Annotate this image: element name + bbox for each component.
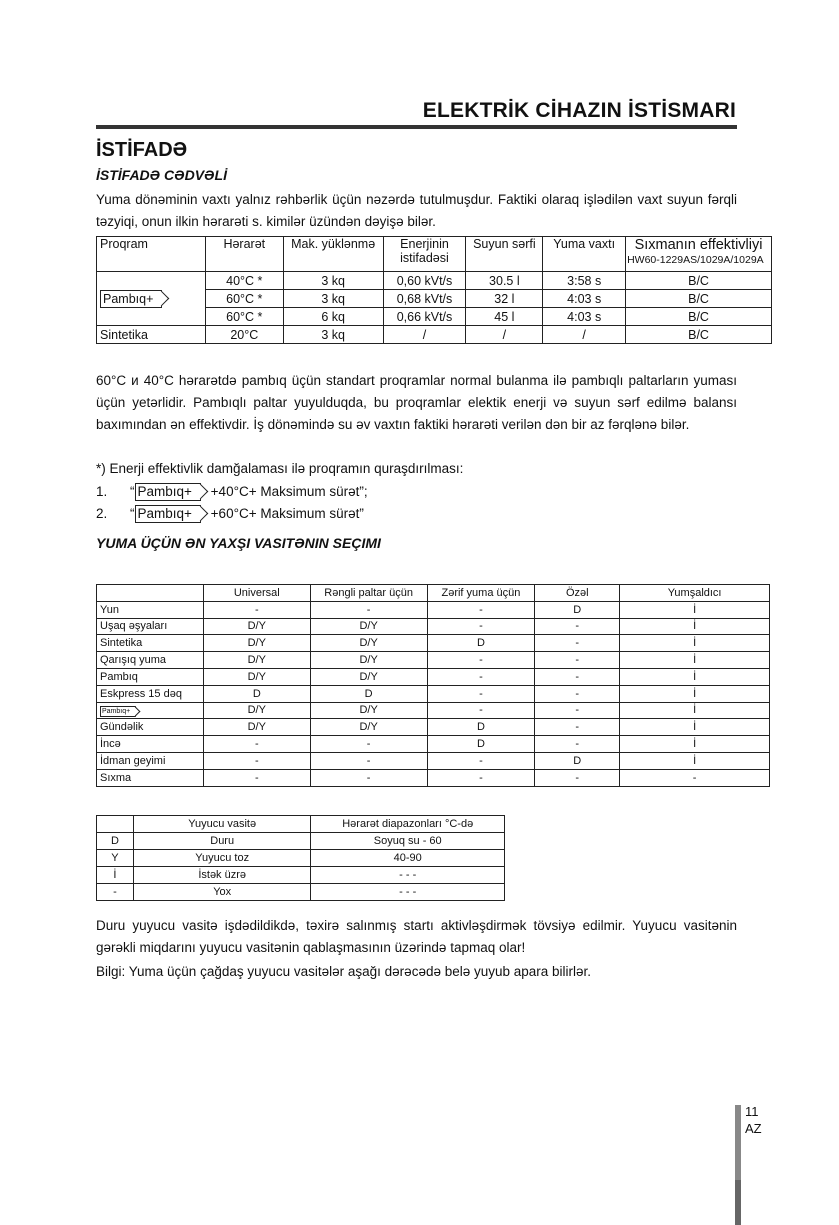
pambiq-program-icon: Pambıq+ <box>100 706 136 717</box>
table-cell: D/Y <box>203 702 310 719</box>
table-cell: İ <box>620 668 770 685</box>
liquid-detergent-paragraph: Duru yuyucu vasitə işdədildikdə, təxirə salınmış startı aktivləşdirmək tövsiyə edilmir. Yuyucu vasitənin gərəkli miqdarını yuyucu vasitənin qablaşmasının üzərində tapmaq olar! <box>96 918 737 955</box>
table-cell: - <box>535 769 620 786</box>
table-cell: D/Y <box>310 668 427 685</box>
table-cell: 60°C * <box>205 308 283 326</box>
table-cell: / <box>383 326 466 344</box>
table-cell: İ <box>97 867 134 884</box>
program-table-header <box>97 237 772 272</box>
detergent-header-row <box>97 585 770 602</box>
table-cell: - <box>535 702 620 719</box>
table-cell: 45 l <box>466 308 543 326</box>
table-cell: / <box>543 326 626 344</box>
page-header-title: ELEKTRİK CİHAZIN İSTİSMARI <box>422 99 736 122</box>
energy-note-item <box>96 503 364 525</box>
table-row <box>97 702 770 719</box>
table-cell: D <box>310 685 427 702</box>
header-cell <box>626 237 772 272</box>
table-cell: D/Y <box>203 668 310 685</box>
table-cell: D/Y <box>203 719 310 736</box>
table-cell: 0,66 kVt/s <box>383 308 466 326</box>
table-cell: - <box>535 719 620 736</box>
table-cell: D/Y <box>203 635 310 652</box>
table-cell: - <box>427 652 535 669</box>
table-cell: 30.5 l <box>466 272 543 290</box>
item-number: 2. <box>96 506 108 521</box>
table-cell: - <box>427 685 535 702</box>
header-rule <box>96 125 737 129</box>
table-row <box>97 685 770 702</box>
table-cell: Sintetika <box>97 326 206 344</box>
table-cell: - <box>427 668 535 685</box>
table-row <box>97 850 505 867</box>
table-cell: D <box>427 635 535 652</box>
item-text: +60°C+ Maksimum sürət” <box>206 506 364 521</box>
table-cell: - <box>203 752 310 769</box>
program-name-cell: Sıxma <box>97 769 204 786</box>
page-side-bar-dark <box>735 1180 741 1225</box>
table-cell: 3 kq <box>283 326 383 344</box>
program-table <box>96 236 772 344</box>
table-cell: - <box>427 601 535 618</box>
header-cell: Zərif yuma üçün <box>427 585 535 602</box>
table-cell: B/C <box>626 308 772 326</box>
table-cell: - <box>310 601 427 618</box>
table-cell: D/Y <box>203 652 310 669</box>
table-cell: İ <box>620 635 770 652</box>
table-row <box>97 668 770 685</box>
table-cell: B/C <box>626 272 772 290</box>
page-language: AZ <box>745 1121 762 1136</box>
table-cell: D/Y <box>203 618 310 635</box>
table-cell: - <box>427 769 535 786</box>
table-cell: - <box>620 769 770 786</box>
program-name-cell: Qarışıq yuma <box>97 652 204 669</box>
table-cell: 3 kq <box>283 272 383 290</box>
table-row <box>97 752 770 769</box>
table-cell: Yuyucu toz <box>133 850 311 867</box>
table-cell: İ <box>620 652 770 669</box>
table-cell: D <box>535 752 620 769</box>
table-cell: - <box>535 652 620 669</box>
table-cell: D/Y <box>310 618 427 635</box>
program-name-cell: İncə <box>97 736 204 753</box>
table-cell: - <box>427 618 535 635</box>
header-cell: Yuma vaxtı <box>543 237 626 272</box>
table-row <box>97 635 770 652</box>
header-cell: Proqram <box>97 237 206 272</box>
table-cell: Yox <box>133 884 311 901</box>
section-subtitle: İSTİFADƏ CƏDVƏLİ <box>96 167 227 183</box>
table-cell: - <box>535 668 620 685</box>
program-name-cell: İdman geyimi <box>97 752 204 769</box>
table-cell: - <box>203 736 310 753</box>
header-cell: Yuyucu vasitə <box>133 816 311 833</box>
table-row <box>97 884 505 901</box>
table-row <box>97 326 772 344</box>
table-row <box>97 618 770 635</box>
info-paragraph: Bilgi: Yuma üçün çağdaş yuyucu vasitələr aşağı dərəcədə belə yuyub apara bilirlər. <box>96 964 592 979</box>
table-cell: - <box>203 769 310 786</box>
program-name-cell: Uşaq əşyaları <box>97 618 204 635</box>
section-title: İSTİFADƏ <box>96 139 188 161</box>
table-row <box>97 769 770 786</box>
table-cell: - - - <box>311 884 505 901</box>
table-cell: İ <box>620 618 770 635</box>
pambiq-program-icon: Pambıq+ <box>100 290 162 308</box>
header-cell: Suyun sərfi <box>466 237 543 272</box>
item-number: 1. <box>96 484 108 499</box>
table-cell: - <box>310 752 427 769</box>
header-cell <box>97 816 134 833</box>
table-cell: - <box>535 736 620 753</box>
pambiq-program-icon: Pambıq+ <box>135 483 201 501</box>
table-cell: D/Y <box>310 652 427 669</box>
table-cell: İ <box>620 702 770 719</box>
quote-mark: “ <box>130 506 135 521</box>
table-cell: D <box>427 736 535 753</box>
table-cell: 3 kq <box>283 290 383 308</box>
intro-paragraph: Yuma dönəminin vaxtı yalnız rəhbərlik üçün nəzərdə tutulmuşdur. Faktiki olaraq işlədilən vaxt suyun fərqli təzyiqi, onun ilkin hərarəti s. kimilər üzündən dəyişə bilər. <box>96 192 737 229</box>
table-cell: - <box>535 635 620 652</box>
table-row <box>97 272 772 290</box>
header-cell: Özəl <box>535 585 620 602</box>
pambiq-cell <box>97 272 206 326</box>
table-row <box>97 736 770 753</box>
energy-note-item <box>96 481 368 503</box>
table-row <box>97 719 770 736</box>
header-cell: Yumşaldıcı <box>620 585 770 602</box>
table-cell: 4:03 s <box>543 290 626 308</box>
table-cell: 32 l <box>466 290 543 308</box>
table-row <box>97 867 505 884</box>
legend-table <box>96 815 505 901</box>
table-cell: İ <box>620 685 770 702</box>
table-cell: İ <box>620 601 770 618</box>
table-cell: - <box>427 752 535 769</box>
table-cell: 40-90 <box>311 850 505 867</box>
page-number-block <box>745 1103 762 1137</box>
table-cell: 3:58 s <box>543 272 626 290</box>
table-cell: 0,68 kVt/s <box>383 290 466 308</box>
table-cell: 60°C * <box>205 290 283 308</box>
table-cell: D <box>535 601 620 618</box>
header-cell: Universal <box>203 585 310 602</box>
table-row <box>97 833 505 850</box>
program-name-cell: Pambıq <box>97 668 204 685</box>
table-cell: 40°C * <box>205 272 283 290</box>
header-cell: Enerjinin istifadəsi <box>383 237 466 272</box>
table-cell: / <box>466 326 543 344</box>
table-cell: 0,60 kVt/s <box>383 272 466 290</box>
program-name-cell <box>97 702 204 719</box>
table-cell: 4:03 s <box>543 308 626 326</box>
energy-note-title: *) Enerji effektivlik damğalaması ilə proqramın quraşdırılması: <box>96 461 464 476</box>
table-cell: - <box>427 702 535 719</box>
header-cell: Hərarət <box>205 237 283 272</box>
detergent-section-title: YUMA ÜÇÜN ƏN YAXŞI VASITƏNIN SEÇIMI <box>96 535 381 551</box>
standard-programs-paragraph: 60°C и 40°C hərarətdə pambıq üçün standart proqramlar normal bulanma ilə pambıqlı paltarların yuması üçün yetərlidir. Pambıqlı paltar yuyulduqda, bu proqramlar elektik enerji və suyun sərf edilmə balansı baxımından ən effektivdir. İş dönəmində su əv vaxtın faktiki hərarəti verilən dən bir az fərqlənə bilər. <box>96 373 737 432</box>
table-cell: İ <box>620 736 770 753</box>
table-cell: - <box>535 618 620 635</box>
table-cell: - <box>310 769 427 786</box>
program-name-cell: Eskpress 15 dəq <box>97 685 204 702</box>
table-cell: D <box>97 833 134 850</box>
table-cell: D/Y <box>310 635 427 652</box>
program-name-cell: Yun <box>97 601 204 618</box>
table-cell: D <box>203 685 310 702</box>
table-cell: Duru <box>133 833 311 850</box>
table-cell: Y <box>97 850 134 867</box>
table-cell: D <box>427 719 535 736</box>
table-cell: - <box>97 884 134 901</box>
table-cell: 20°C <box>205 326 283 344</box>
program-name-cell: Sintetika <box>97 635 204 652</box>
table-cell: - <box>203 601 310 618</box>
item-text: +40°C+ Maksimum sürət”; <box>206 484 368 499</box>
table-cell: Soyuq su - 60 <box>311 833 505 850</box>
table-cell: - <box>310 736 427 753</box>
model-header: HW60-1229AS/1029A/1029A <box>627 254 764 266</box>
table-cell: İ <box>620 719 770 736</box>
table-row <box>97 601 770 618</box>
quote-mark: “ <box>130 484 135 499</box>
table-cell: D/Y <box>310 719 427 736</box>
header-cell: Mak. yüklənmə <box>283 237 383 272</box>
page-number: 11 <box>745 1104 759 1119</box>
table-cell: 6 kq <box>283 308 383 326</box>
table-cell: İstək üzrə <box>133 867 311 884</box>
table-row <box>97 652 770 669</box>
detergent-table <box>96 584 770 787</box>
table-cell: İ <box>620 752 770 769</box>
pambiq-program-icon: Pambıq+ <box>135 505 201 523</box>
header-cell <box>97 585 204 602</box>
header-cell: Rəngli paltar üçün <box>310 585 427 602</box>
legend-header-row <box>97 816 505 833</box>
table-cell: - - - <box>311 867 505 884</box>
table-cell: - <box>535 685 620 702</box>
table-cell: B/C <box>626 326 772 344</box>
header-cell: Hərarət diapazonları °C-də <box>311 816 505 833</box>
table-cell: D/Y <box>310 702 427 719</box>
table-cell: B/C <box>626 290 772 308</box>
spin-header: Sıxmanın effektivliyi <box>634 237 763 253</box>
program-name-cell: Gündəlik <box>97 719 204 736</box>
